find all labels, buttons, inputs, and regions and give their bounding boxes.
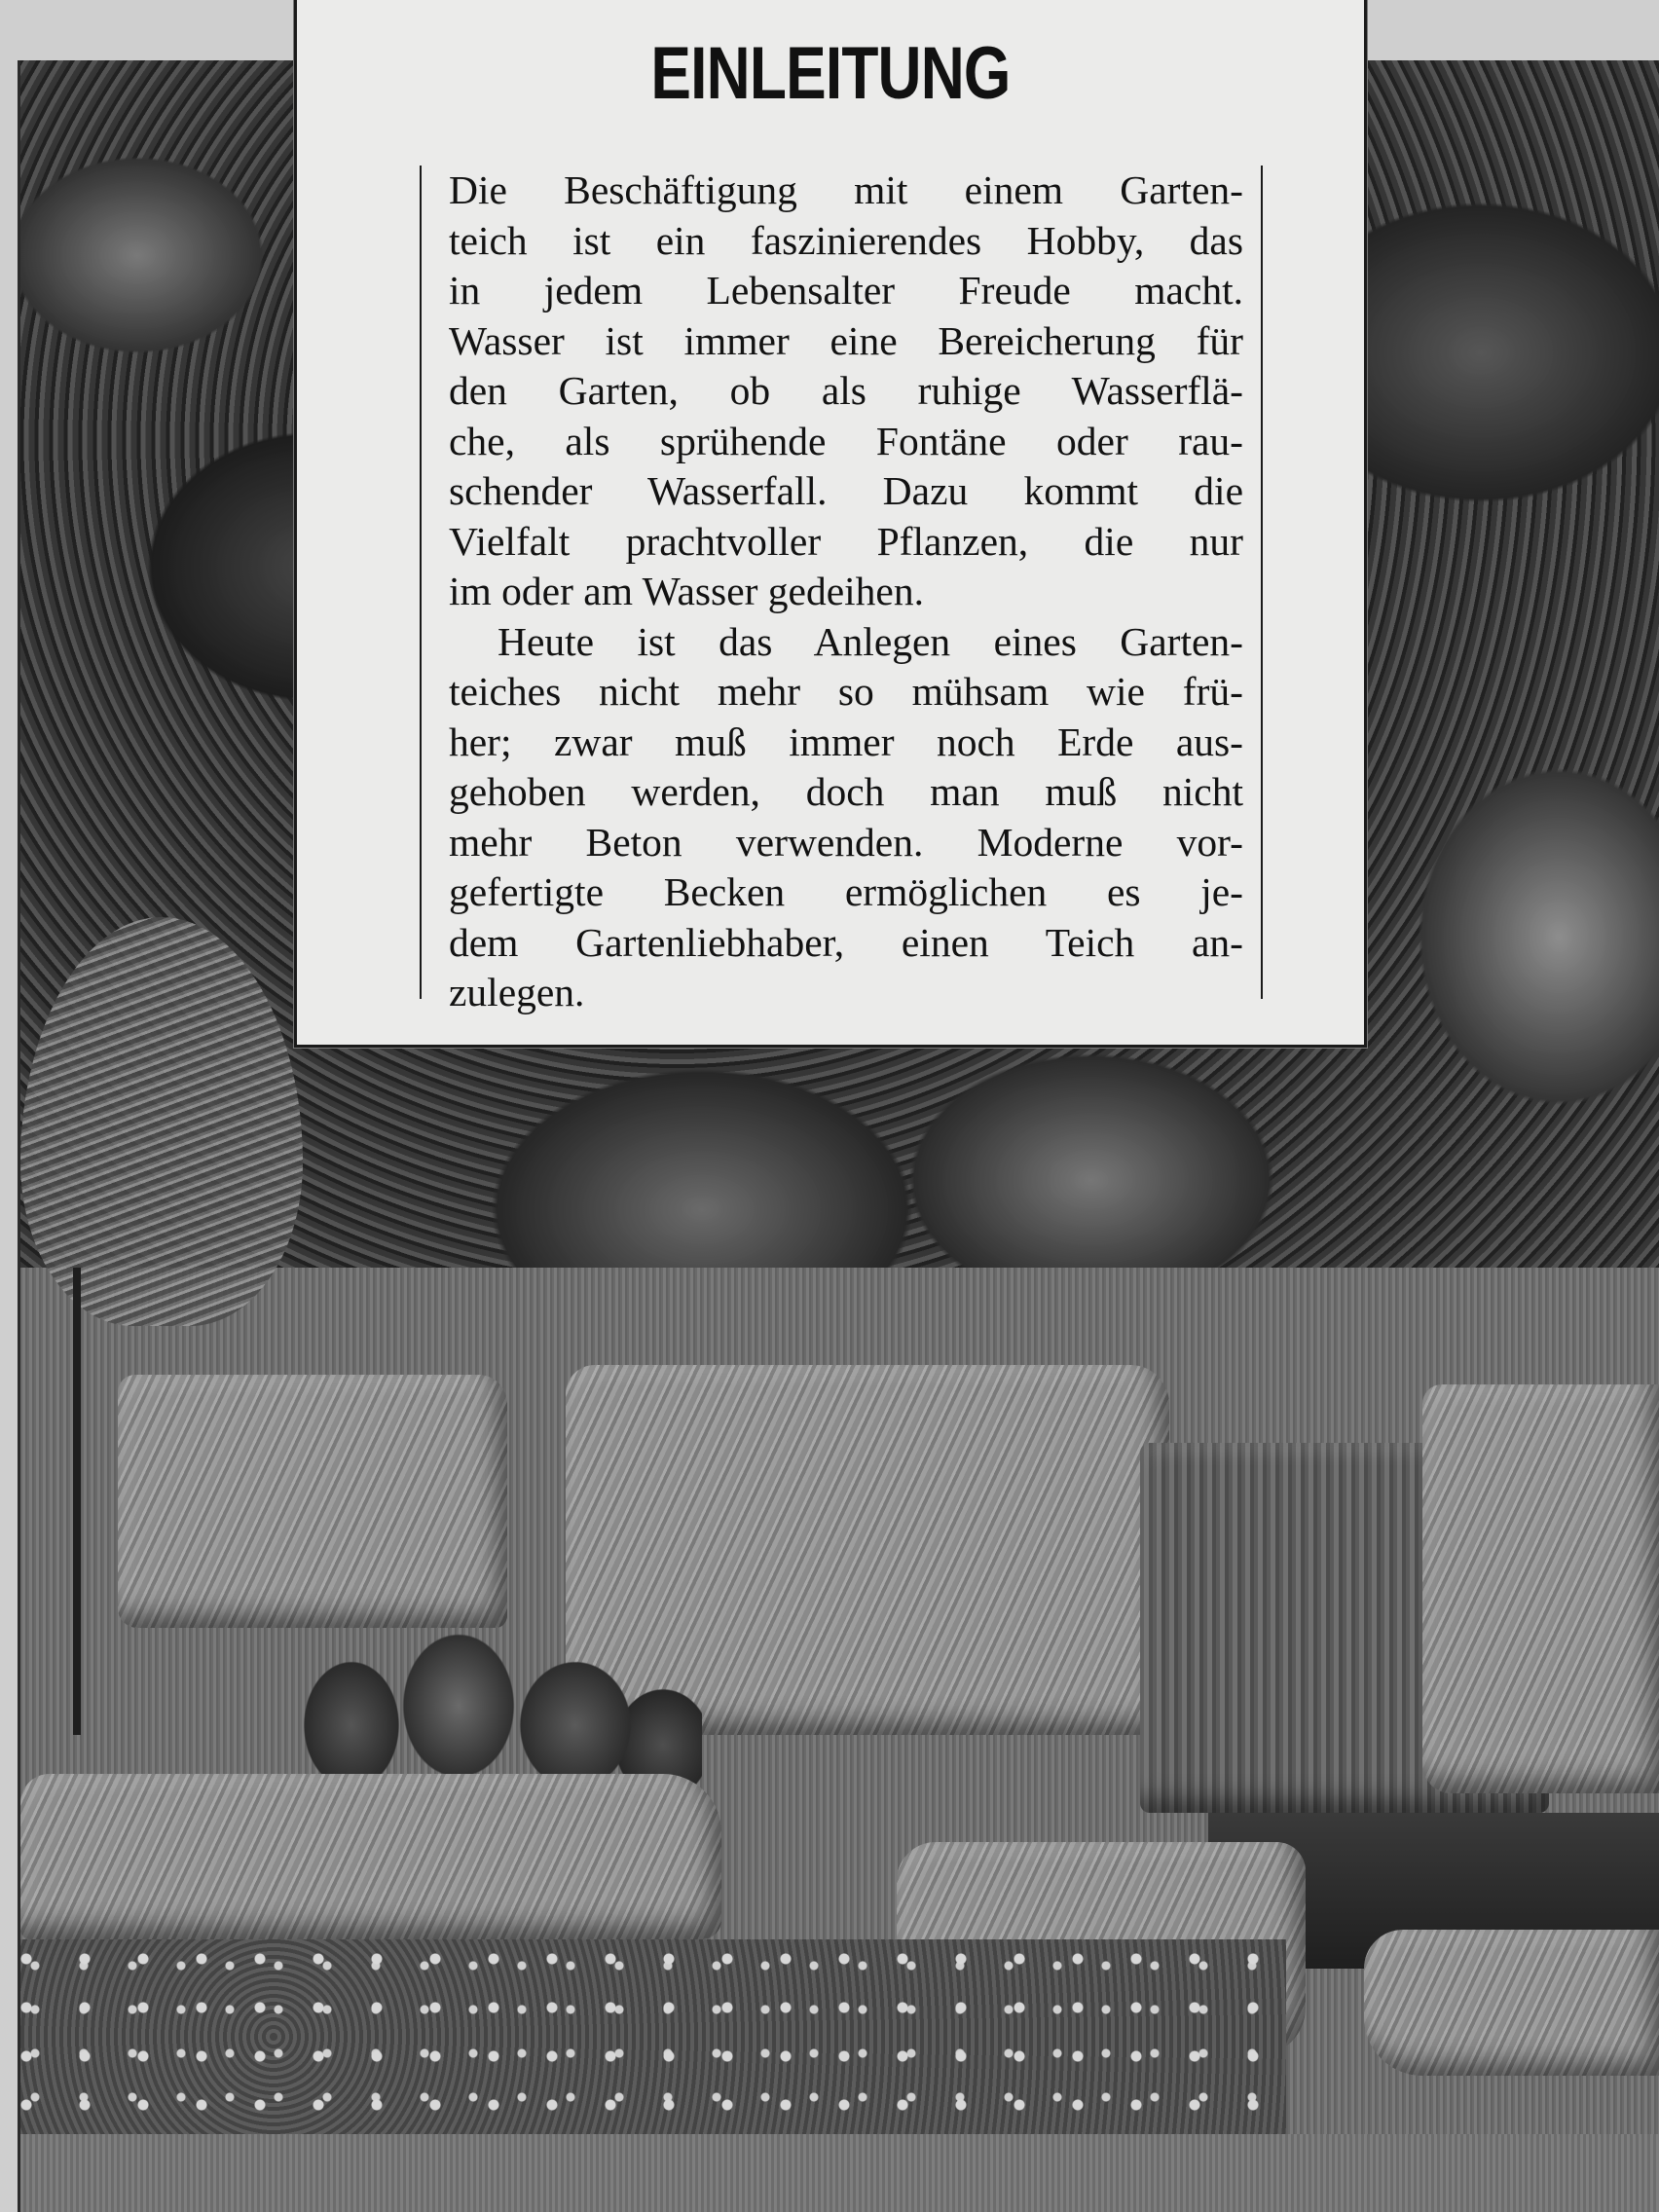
text-line: teich ist ein faszinierendes Hobby, das: [449, 217, 1243, 263]
text-line: im oder am Wasser gedeihen.: [449, 569, 924, 613]
text-line: Vielfalt prachtvoller Pflanzen, die nur: [449, 518, 1243, 564]
photo-ground: [20, 2134, 1659, 2212]
paragraph-2: [449, 617, 1243, 1018]
text-line: her; zwar muß immer noch Erde aus-: [449, 719, 1243, 764]
text-line: gefertigte Becken ermöglichen es je-: [449, 869, 1243, 914]
text-line: schender Wasserfall. Dazu kommt die: [449, 468, 1243, 513]
page-heading: EINLEITUNG: [650, 32, 1011, 115]
photo-flower-bed: [20, 1939, 1286, 2134]
text-line: teiches nicht mehr so mühsam wie frü-: [449, 669, 1243, 714]
photo-rock: [20, 1774, 721, 1939]
text-line: den Garten, ob als ruhige Wasserflä-: [449, 368, 1243, 413]
text-line: mehr Beton verwenden. Moderne vor-: [449, 819, 1243, 865]
photo-rock: [1364, 1930, 1659, 2076]
photo-rock: [118, 1375, 507, 1628]
text-column: [420, 166, 1263, 1014]
photo-tree-trunk: [73, 1268, 81, 1735]
text-line: Die Beschäftigung mit einem Garten-: [449, 167, 1243, 212]
text-line: zulegen.: [449, 970, 585, 1014]
text-line: che, als sprühende Fontäne oder rau-: [449, 418, 1243, 463]
intro-text-panel: [294, 0, 1367, 1048]
paragraph-1: [449, 166, 1243, 617]
text-line: dem Gartenliebhaber, einen Teich an-: [449, 919, 1243, 965]
text-line: Wasser ist immer eine Bereicherung für: [449, 317, 1243, 363]
photo-rock: [1422, 1384, 1659, 1793]
text-line: in jedem Lebensalter Freude macht.: [449, 268, 1243, 313]
text-line: Heute ist das Anlegen eines Garten-: [498, 618, 1243, 664]
text-line: gehoben werden, doch man muß nicht: [449, 769, 1243, 814]
